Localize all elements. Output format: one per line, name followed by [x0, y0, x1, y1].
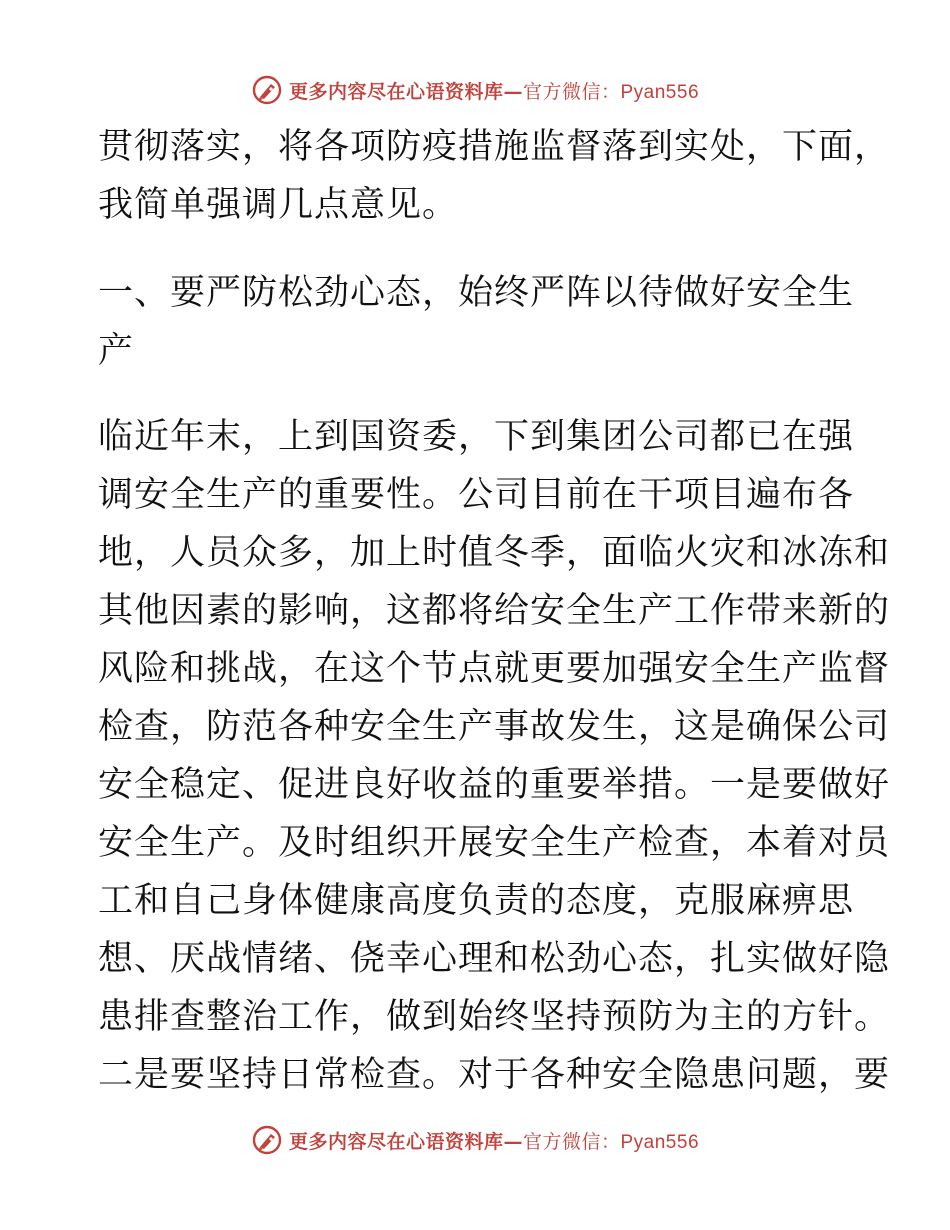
header-watermark-banner	[0, 70, 950, 110]
banner-text	[289, 1127, 699, 1154]
heading-line: 一、要严防松劲心态，始终严阵以待做好安全生	[98, 273, 855, 313]
banner-wechat-id: Pyan556	[620, 81, 700, 103]
text-line: 临近年末，上到国资委，下到集团公司都已在强	[98, 417, 855, 457]
text-line: 想、厌战情绪、侥幸心理和松劲心态，扎实做好隐	[98, 939, 891, 979]
banner-official: 官方微信：	[522, 1130, 621, 1153]
text-line: 其他因素的影响，这都将给安全生产工作带来新的	[98, 591, 891, 631]
text-line: 患排查整治工作，做到始终坚持预防为主的方针。	[98, 997, 891, 1037]
banner-text	[289, 77, 699, 104]
section-heading-1	[98, 264, 858, 380]
text-line: 地，人员众多，加上时值冬季，面临火灾和冰冻和	[98, 533, 891, 573]
paragraph-2	[98, 408, 891, 1104]
text-line: 贯彻落实，将各项防疫措施监督落到实处，下面，	[98, 127, 891, 167]
text-line: 工和自己身体健康高度负责的态度，克服麻痹思	[98, 881, 855, 921]
banner-main: 更多内容尽在心语资料库	[288, 1130, 504, 1153]
footer-watermark-banner	[0, 1120, 950, 1160]
banner-dash: —	[503, 1130, 523, 1153]
pen-nib-circle-icon	[251, 74, 283, 106]
text-line: 二是要坚持日常检查。对于各种安全隐患问题，要	[98, 1055, 891, 1095]
pen-nib-circle-icon	[251, 1124, 283, 1156]
document-body	[98, 118, 891, 1104]
banner-main: 更多内容尽在心语资料库	[288, 80, 504, 103]
heading-line: 产	[98, 331, 135, 371]
paragraph-1	[98, 118, 891, 234]
text-line: 检查，防范各种安全生产事故发生，这是确保公司	[98, 707, 891, 747]
text-line: 我简单强调几点意见。	[98, 185, 459, 225]
banner-dash: —	[503, 80, 523, 103]
text-line: 安全生产。及时组织开展安全生产检查，本着对员	[98, 823, 891, 863]
text-line: 调安全生产的重要性。公司目前在干项目遍布各	[98, 475, 855, 515]
banner-wechat-id: Pyan556	[620, 1131, 700, 1153]
text-line: 安全稳定、促进良好收益的重要举措。一是要做好	[98, 765, 891, 805]
banner-official: 官方微信：	[522, 80, 621, 103]
text-line: 风险和挑战，在这个节点就更要加强安全生产监督	[98, 649, 891, 689]
